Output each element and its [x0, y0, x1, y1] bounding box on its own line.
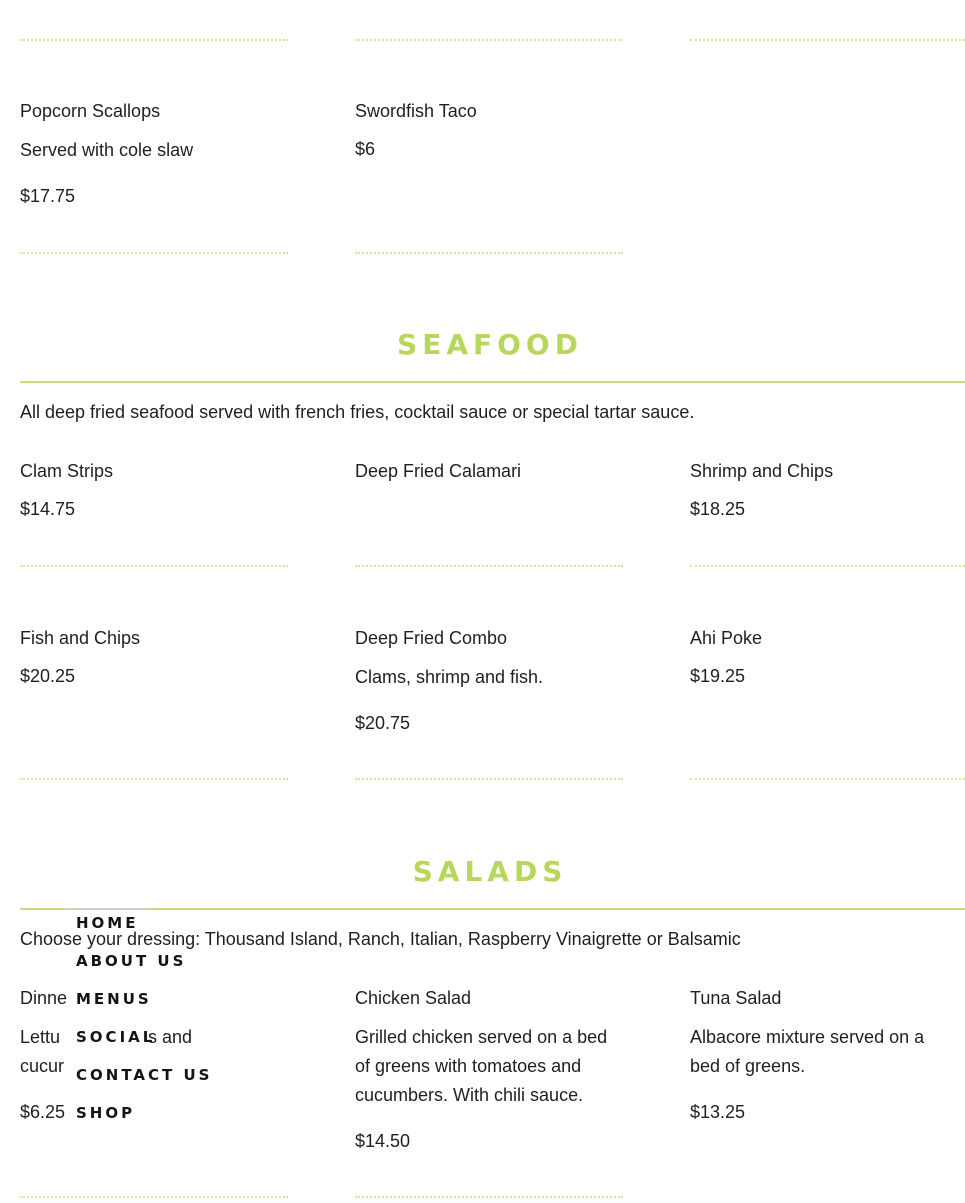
divider-dotted	[20, 39, 288, 41]
menu-item-price: $17.75	[20, 186, 76, 206]
divider-dotted	[20, 252, 288, 254]
menu-item-title: Popcorn Scallops	[20, 101, 161, 121]
menu-item-title: Swordfish Taco	[355, 101, 477, 121]
divider-dotted	[690, 39, 965, 41]
menu-item-description: Served with cole slaw	[20, 140, 194, 160]
menu-item-title: Fish and Chips	[20, 628, 141, 648]
nav-item-menus[interactable]: MENUS	[76, 990, 152, 1008]
menu-item-description-tail: s and	[148, 1027, 193, 1047]
nav-item-social[interactable]: SOCIAL	[76, 1028, 156, 1046]
menu-item-title: Deep Fried Combo	[355, 628, 508, 648]
divider-dotted	[20, 1196, 288, 1198]
menu-item-price: $6	[355, 139, 376, 159]
menu-item-title: Shrimp and Chips	[690, 461, 834, 481]
divider-dotted	[690, 565, 965, 567]
menu-item-description: Grilled chicken served on a bed of greens with tomatoes and cucumbers. With chili sauce.	[355, 1027, 608, 1105]
menu-item-price: $19.25	[690, 666, 746, 686]
menu-item-description: Albacore mixture served on a bed of greens.	[690, 1027, 925, 1076]
section-note: All deep fried seafood served with french fries, cocktail sauce or special tartar sauce.	[20, 402, 695, 422]
nav-item-shop[interactable]: SHOP	[76, 1104, 136, 1122]
nav-item-about-us[interactable]: ABOUT US	[76, 952, 187, 970]
menu-item-price: $18.25	[690, 499, 746, 519]
divider-dotted	[690, 778, 965, 780]
menu-item-title: Tuna Salad	[690, 988, 782, 1008]
description-fragment: Lettu	[20, 1027, 61, 1047]
section-note: Choose your dressing: Thousand Island, Ranch, Italian, Raspberry Vinaigrette or Balsamic	[20, 929, 741, 949]
menu-item-price: $20.75	[355, 713, 411, 733]
section-rule	[20, 908, 965, 910]
menu-item-price: $14.75	[20, 499, 76, 519]
section-title-salads: SALADS	[412, 855, 568, 888]
divider-dotted	[355, 565, 623, 567]
menu-item-title: Deep Fried Calamari	[355, 461, 522, 481]
divider-dotted	[355, 39, 623, 41]
divider-dotted	[20, 565, 288, 567]
menu-item-price: $14.50	[355, 1131, 411, 1151]
divider-dotted	[355, 778, 623, 780]
menu-item-description: cucur	[20, 1056, 65, 1076]
menu-item-description: Clams, shrimp and fish.	[355, 667, 544, 687]
divider-dotted	[355, 1196, 623, 1198]
nav-item-home[interactable]: HOME	[76, 914, 139, 932]
divider-dotted	[355, 252, 623, 254]
menu-item-title: Clam Strips	[20, 461, 114, 481]
menu-item-price: $13.25	[690, 1102, 746, 1122]
menu-item-title: Ahi Poke	[690, 628, 763, 648]
section-title-seafood: SEAFOOD	[397, 328, 583, 361]
menu-item-price: $6.25	[20, 1102, 66, 1122]
menu-item-title: Dinne	[20, 988, 68, 1008]
menu-item-title: Chicken Salad	[355, 988, 472, 1008]
nav-item-contact-us[interactable]: CONTACT US	[76, 1066, 213, 1084]
nav-top-line	[65, 908, 147, 909]
section-rule	[20, 381, 965, 383]
menu-item-price: $20.25	[20, 666, 76, 686]
divider-dotted	[20, 778, 288, 780]
